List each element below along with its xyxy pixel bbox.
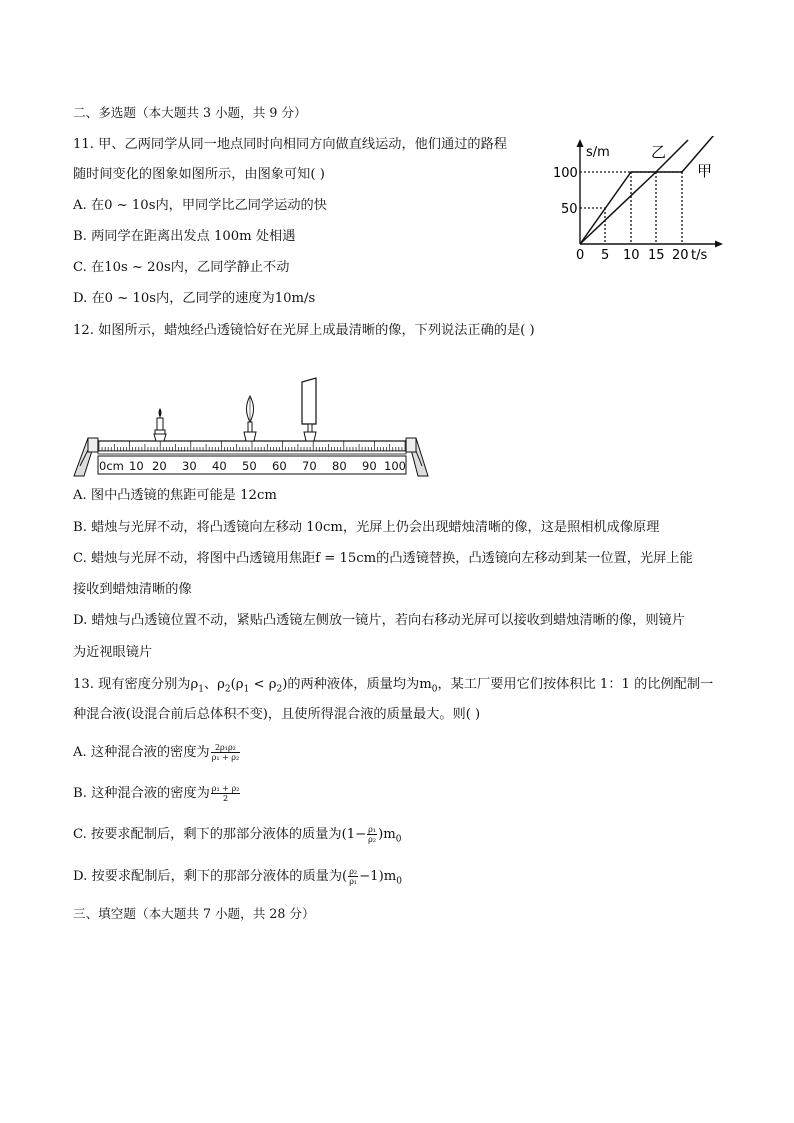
x-tick-20: 20 — [672, 248, 689, 263]
q11-option-a: A. 在0 ~ 10s内，甲同学比乙同学运动的快 — [73, 198, 327, 213]
x-axis-label: t/s — [691, 248, 708, 263]
bench-label-40: 40 — [212, 459, 227, 473]
bench-scale-labels — [99, 459, 406, 473]
x-axis-arrow — [715, 241, 723, 248]
q13-stem-line1: 13. 现有密度分别为$\rho_1$、$\rho_2(\rho_1 < \rho_2)$的两种液体，质量均为$m_0$，某工厂要用它们按体积比 1：1 的比例配制一 — [73, 677, 714, 695]
bench-label-60: 60 — [272, 459, 287, 473]
q13-option-a: A. 这种混合液的密度为 $\frac{\text{2ρ₁ρ₂}}{\text{ρ₁ + ρ₂}}$ — [73, 743, 240, 762]
q12-option-c-line1: C. 蜡烛与光屏不动，将图中凸透镜用焦距f = 15cm的凸透镜替换，凸透镜向左移动到某一位置，光屏上能 — [73, 551, 693, 566]
x-tick-10: 10 — [623, 248, 640, 263]
guide-lines — [580, 172, 682, 244]
y-axis-label: s/m — [586, 145, 610, 160]
q11-option-c: C. 在10s ~ 20s内，乙同学静止不动 — [73, 260, 290, 275]
q12-option-a: A. 图中凸透镜的焦距可能是 12cm — [73, 488, 277, 503]
convex-lens — [244, 396, 256, 441]
optical-bench-diagram — [72, 376, 432, 480]
q11-option-b: B. 两同学在距离出发点 100m 处相遇 — [73, 229, 296, 244]
bench-right-end — [406, 438, 416, 452]
q13-option-d: D. 按要求配制后，剩下的那部分液体的质量为( $\frac{\text{ρ₂}}{\text{ρ₁}}$ $-1)m_0$ — [73, 867, 402, 887]
series-yi-label: 乙 — [651, 143, 667, 161]
bench-scale-strip — [98, 451, 406, 454]
x-tick-5: 5 — [601, 248, 610, 263]
q12-option-d-line2: 为近视眼镜片 — [73, 645, 153, 660]
candle — [154, 408, 166, 441]
q12-option-b: B. 蜡烛与光屏不动，将凸透镜向左移动 10cm，光屏上仍会出现蜡烛清晰的像，这是照相机成像原理 — [73, 520, 660, 535]
bench-label-20: 20 — [152, 459, 167, 473]
bench-label-50: 50 — [242, 459, 257, 473]
y-axis-arrow — [577, 139, 584, 147]
q13-option-c: C. 按要求配制后，剩下的那部分液体的质量为(1− $\frac{\text{ρ₁}}{\text{ρ₂}}$ )$m_0$ — [73, 825, 402, 845]
series-jia-label: 甲 — [697, 162, 713, 180]
x-tick-0: 0 — [576, 248, 585, 263]
distance-time-graph — [548, 136, 728, 266]
section-heading-3: 三、填空题（本大题共 7 小题，共 28 分） — [73, 906, 315, 921]
q11-stem-line1: 11. 甲、乙两同学从同一地点同时向相同方向做直线运动，他们通过的路程 — [73, 137, 507, 152]
light-screen — [302, 378, 316, 441]
q12-stem: 12. 如图所示，蜡烛经凸透镜恰好在光屏上成最清晰的像，下列说法正确的是( ) — [73, 323, 535, 338]
q11-stem-line2: 随时间变化的图象如图所示，由图象可知( ) — [73, 167, 325, 182]
y-tick-100: 100 — [553, 166, 578, 181]
q12-option-d-line1: D. 蜡烛与凸透镜位置不动，紧贴凸透镜左侧放一镜片，若向右移动光屏可以接收到蜡烛清晰的像，则镜片 — [73, 613, 685, 628]
q13-option-b: B. 这种混合液的密度为 $\frac{\text{ρ₁ + ρ₂}}{2}$ — [73, 784, 240, 803]
q11-option-d: D. 在0 ~ 10s内，乙同学的速度为10m/s — [73, 291, 316, 306]
q13-frac-a: $\frac{\text{2ρ₁ρ₂}}{\text{ρ₁ + ρ₂}}$ — [211, 743, 240, 762]
bench-label-100: 100 — [384, 459, 406, 473]
q13-stem-line2: 种混合液(设混合前后总体积不变)，且使所得混合液的质量最大。则( ) — [73, 707, 481, 722]
bench-label-70: 70 — [302, 459, 317, 473]
q13-frac-b: $\frac{\text{ρ₁ + ρ₂}}{2}$ — [211, 784, 240, 803]
section-heading-2: 二、多选题（本大题共 3 小题，共 9 分） — [73, 105, 307, 120]
bench-label-0: 0cm — [99, 459, 124, 473]
q13-frac-d: $\frac{\text{ρ₂}}{\text{ρ₁}}$ — [349, 867, 358, 886]
bench-label-80: 80 — [332, 459, 347, 473]
q12-option-c-line2: 接收到蜡烛清晰的像 — [73, 582, 192, 597]
bench-label-10: 10 — [129, 459, 144, 473]
bench-left-end — [88, 438, 98, 452]
q13-frac-c: $\frac{\text{ρ₁}}{\text{ρ₂}}$ — [368, 825, 377, 844]
y-tick-50: 50 — [561, 202, 578, 217]
x-tick-15: 15 — [648, 248, 665, 263]
bench-label-30: 30 — [182, 459, 197, 473]
bench-label-90: 90 — [362, 459, 377, 473]
